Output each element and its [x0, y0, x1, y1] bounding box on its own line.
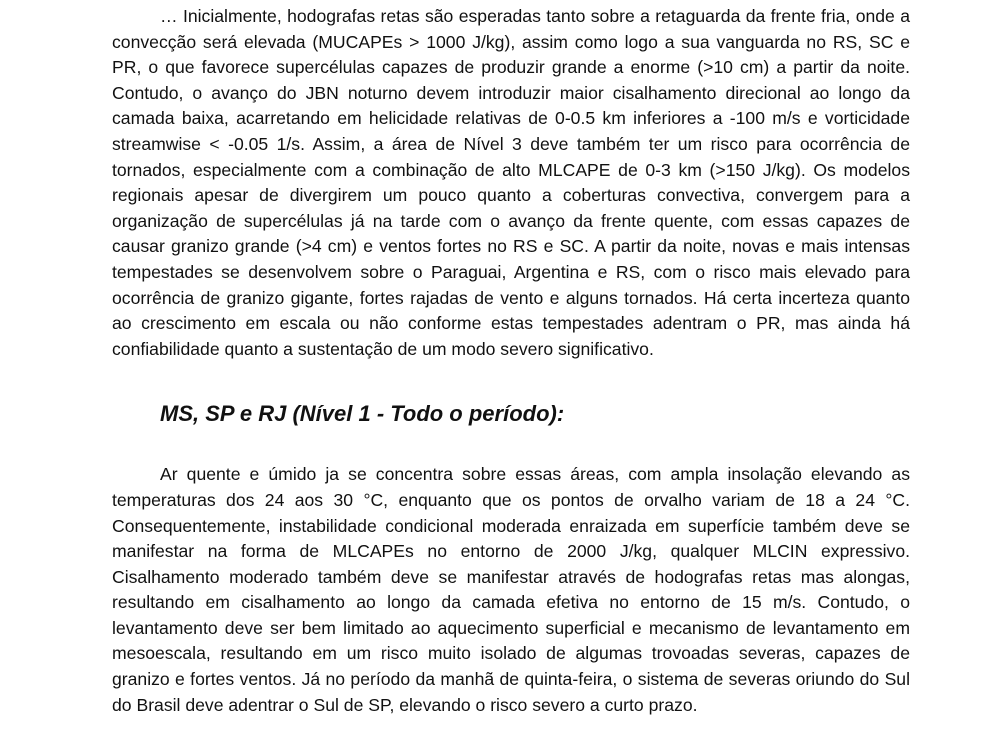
document-page: [112, 4, 910, 718]
forecast-paragraph-south: … Inicialmente, hodografas retas são esperadas tanto sobre a retaguarda da frente fria, onde a convecção será elevada (MUCAPEs > 1000 J/kg), assim como logo a sua vanguarda no RS, SC e PR, o que favorece supercélulas capazes de produzir grande a enorme (>10 cm) a partir da noite. Contudo, o avanço do JBN noturno devem introduzir maior cisalhamento direcional ao longo da camada baixa, acarretando em helicidade relativas de 0-0.5 km inferiores a -100 m/s e vorticidade streamwise < -0.05 1/s. Assim, a área de Nível 3 deve também ter um risco para ocorrência de tornados, especialmente com a combinação de alto MLCAPE de 0-3 km (>150 J/kg). Os modelos regionais apesar de divergirem um pouco quanto a coberturas convectiva, convergem para a organização de supercélulas já na tarde com o avanço da frente quente, com essas capazes de causar granizo grande (>4 cm) e ventos fortes no RS e SC. A partir da noite, novas e mais intensas tempestades se desenvolvem sobre o Paraguai, Argentina e RS, com o risco mais elevado para ocorrência de granizo gigante, fortes rajadas de vento e alguns tornados. Há certa incerteza quanto ao crescimento em escala ou não conforme estas tempestades adentram o PR, mas ainda há confiabilidade quanto a sustentação de um modo severo significativo.: [112, 6, 910, 359]
forecast-paragraph-ms-sp-rj: Ar quente e úmido ja se concentra sobre essas áreas, com ampla insolação elevando as temperaturas dos 24 aos 30 °C, enquanto que os pontos de orvalho variam de 18 a 24 °C. Consequentemente, instabilidade condicional moderada enraizada em superfície também deve se manifestar na forma de MLCAPEs no entorno de 2000 J/kg, qualquer MLCIN expressivo. Cisalhamento moderado também deve se manifestar através de hodografas retas mas alongas, resultando em cisalhamento ao longo da camada efetiva no entorno de 15 m/s. Contudo, o levantamento deve ser bem limitado ao aquecimento superficial e mecanismo de levantamento em mesoescala, resultando em um risco muito isolado de algumas trovoadas severas, capazes de granizo e fortes ventos. Já no período da manhã de quinta-feira, o sistema de severas oriundo do Sul do Brasil deve adentrar o Sul de SP, elevando o risco severo a curto prazo.: [112, 464, 910, 715]
section-heading-ms-sp-rj: MS, SP e RJ (Nível 1 - Todo o período):: [160, 401, 565, 427]
